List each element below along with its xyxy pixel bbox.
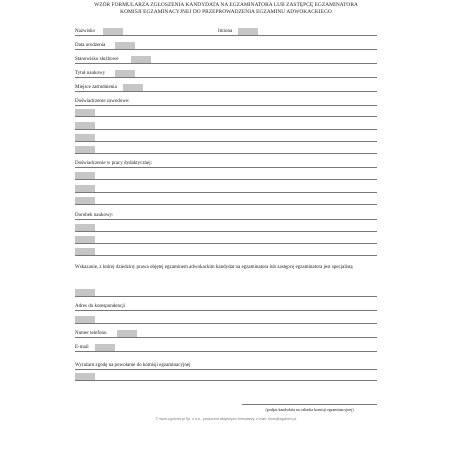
- label-tytul: Tytuł naukowy: [75, 71, 106, 76]
- dorobek-field-1[interactable]: [75, 224, 95, 231]
- underline: [75, 204, 377, 205]
- underline: [75, 105, 377, 106]
- signature-caption: (podpis kandydata na członka komisji egzaminacyjnej): [265, 407, 354, 412]
- row-nazwisko-imiona: [75, 27, 377, 36]
- row-miejsce: [75, 83, 377, 92]
- doswiadczenie-zawodowe-field-2[interactable]: [75, 122, 95, 129]
- zgoda-line: [75, 372, 377, 381]
- row-data-urodzenia: [75, 41, 377, 50]
- doswiadczenie-zawodowe-line-4: [75, 145, 377, 154]
- row-dorobek: [75, 211, 377, 220]
- dorobek-line-3: [75, 247, 377, 256]
- doswiadczenie-zawodowe-field-1[interactable]: [75, 109, 95, 116]
- underline: [75, 192, 377, 193]
- underline: [75, 179, 377, 180]
- row-zgoda: [75, 361, 377, 370]
- label-stanowisko: Stanowisko służbowe: [75, 57, 119, 62]
- nazwisko-field[interactable]: [103, 28, 123, 35]
- doswiadczenie-dydaktyczne-field-2[interactable]: [75, 185, 95, 192]
- label-nazwisko: Nazwisko: [75, 29, 95, 34]
- doswiadczenie-zawodowe-field-3[interactable]: [75, 134, 95, 141]
- adres-line: [75, 315, 377, 324]
- form-title-line-2: KOMISJI EGZAMINACYJNEJ DO PRZEPROWADZENIA EGZAMINU ADWOKACKIEGO: [120, 9, 332, 15]
- wskazanie-text: Wskazanie, z której dziedziny prawa objętej egzaminem adwokackim kandydat na egzaminatora lub zastępcę egzaminatora jest specjalistą: [75, 265, 353, 270]
- underline: [75, 167, 377, 168]
- underline: [75, 351, 377, 352]
- underline: [75, 255, 377, 256]
- row-doswiadczenie-dydaktyczne: [75, 159, 377, 168]
- label-telefon: Numer telefonu: [75, 331, 107, 336]
- row-tytul: [75, 69, 377, 78]
- underline: [75, 49, 377, 50]
- email-field[interactable]: [95, 344, 115, 351]
- underline: [75, 243, 377, 244]
- label-doswiadczenie-zawodowe: Doświadczenie zawodowe:: [75, 99, 130, 104]
- underline: [75, 63, 377, 64]
- dorobek-field-3[interactable]: [75, 248, 95, 255]
- imiona-field[interactable]: [238, 28, 258, 35]
- doswiadczenie-dydaktyczne-line-3: [75, 196, 377, 205]
- adres-field[interactable]: [75, 316, 95, 323]
- doswiadczenie-zawodowe-field-4[interactable]: [75, 146, 95, 153]
- label-doswiadczenie-dydaktyczne: Doświadczenie w pracy dydaktycznej:: [75, 161, 153, 166]
- footer-text: © www.zgoform.pl Sp. z o.o., producent aktywnych formularzy, e-mail: biuro@zgoform.pl: [155, 417, 297, 421]
- data-urodzenia-field[interactable]: [115, 42, 135, 49]
- stanowisko-field[interactable]: [131, 56, 151, 63]
- doswiadczenie-zawodowe-line-3: [75, 133, 377, 142]
- telefon-field[interactable]: [117, 330, 137, 337]
- tytul-field[interactable]: [115, 70, 135, 77]
- form-title-line-1: WZÓR FORMULARZA ZGŁOSZENIA KANDYDATA NA EGZAMINATORA LUB ZASTĘPCĘ EGZAMINATORA: [94, 2, 358, 8]
- dorobek-line-1: [75, 223, 377, 232]
- row-doswiadczenie-zawodowe: [75, 97, 377, 106]
- label-data-urodzenia: Data urodzenia: [75, 43, 106, 48]
- underline: [75, 116, 377, 117]
- underline: [75, 77, 377, 78]
- label-dorobek: Dorobek naukowy:: [75, 213, 114, 218]
- underline: [75, 35, 377, 36]
- underline: [75, 337, 377, 338]
- wskazanie-field[interactable]: [75, 289, 95, 296]
- wskazanie-line: [75, 288, 377, 297]
- doswiadczenie-dydaktyczne-field-3[interactable]: [75, 197, 95, 204]
- doswiadczenie-dydaktyczne-field-1[interactable]: [75, 172, 95, 179]
- label-email: E-mail: [75, 345, 89, 350]
- doswiadczenie-zawodowe-line-1: [75, 108, 377, 117]
- underline: [75, 323, 377, 324]
- signature-line[interactable]: [242, 404, 377, 405]
- dorobek-line-2: [75, 235, 377, 244]
- miejsce-field[interactable]: [123, 84, 143, 91]
- row-stanowisko: [75, 55, 377, 64]
- underline: [75, 296, 377, 297]
- row-telefon: [75, 329, 377, 338]
- zgoda-field[interactable]: [75, 373, 95, 380]
- doswiadczenie-dydaktyczne-line-2: [75, 184, 377, 193]
- row-email: [75, 343, 377, 352]
- label-imiona: Imiona: [218, 29, 233, 34]
- underline: [75, 91, 377, 92]
- underline: [75, 231, 377, 232]
- underline: [75, 219, 377, 220]
- underline: [75, 380, 377, 381]
- label-miejsce: Miejsce zatrudnienia: [75, 85, 117, 90]
- label-zgoda: Wyrażam zgodę na powołanie do komisji egzaminacyjnej: [75, 363, 191, 368]
- row-adres: [75, 302, 377, 311]
- doswiadczenie-dydaktyczne-line-1: [75, 171, 377, 180]
- underline: [75, 369, 377, 370]
- form-title: [60, 2, 392, 16]
- dorobek-field-2[interactable]: [75, 236, 95, 243]
- doswiadczenie-zawodowe-line-2: [75, 121, 377, 130]
- underline: [75, 141, 377, 142]
- label-adres: Adres do korespondencji: [75, 304, 125, 309]
- underline: [75, 129, 377, 130]
- underline: [75, 310, 377, 311]
- underline: [75, 153, 377, 154]
